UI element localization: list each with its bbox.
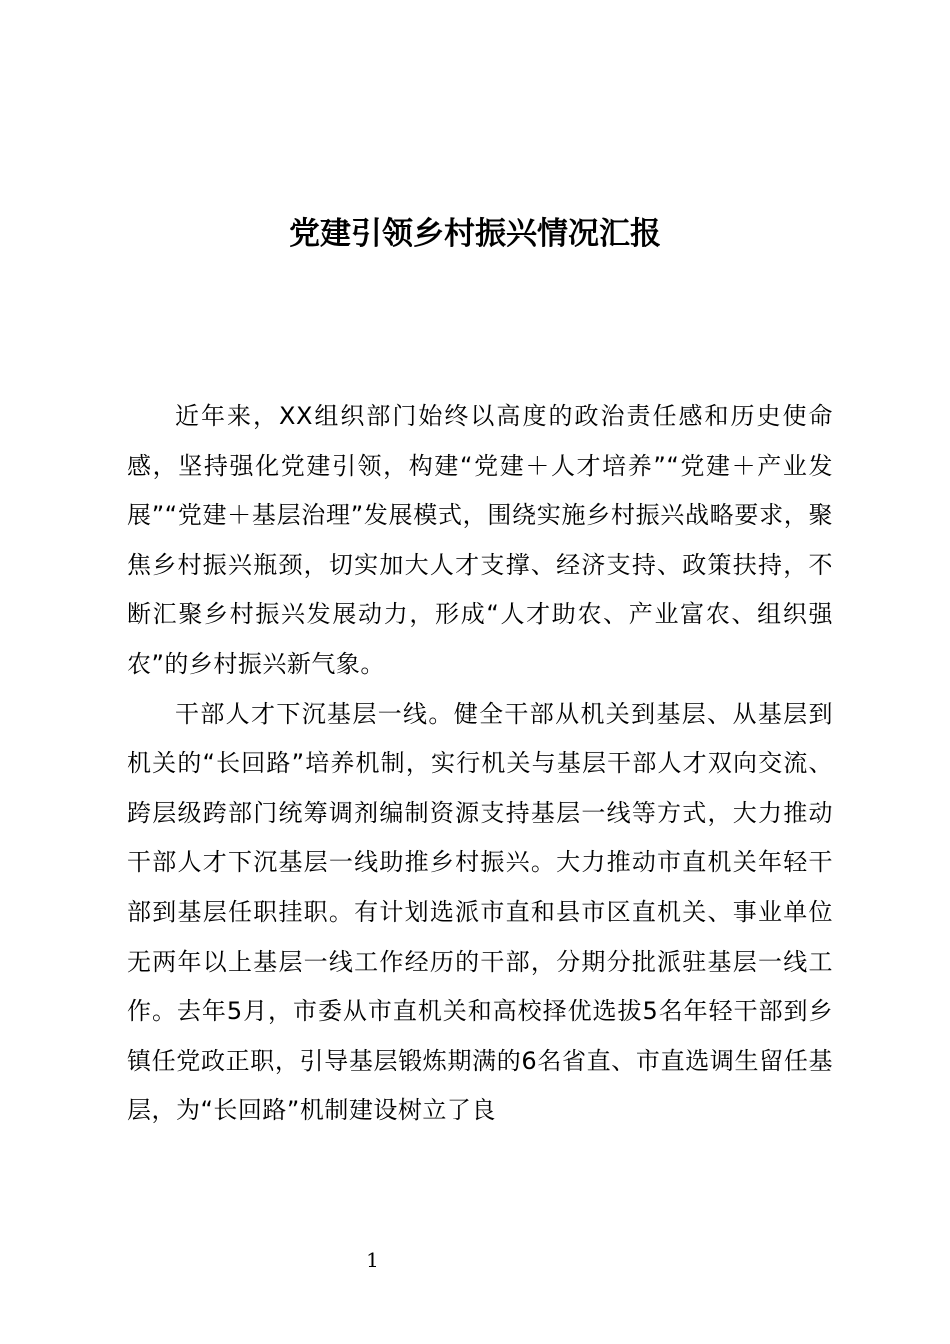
page-number: 1 xyxy=(366,1248,379,1272)
paragraph-cadre-talent: 干部人才下沉基层一线。健全干部从机关到基层、从基层到机关的“长回路”培养机制，实行机关与基层干部人才双向交流、跨层级跨部门统筹调剂编制资源支持基层一线等方式，大力推动干部人才下沉基层一线助推乡村振兴。大力推动市直机关年轻干部到基层任职挂职。有计划选派市直和县市区直机关、事业单位无两年以上基层一线工作经历的干部，分期分批派驻基层一线工作。去年5月，市委从市直机关和高校择优选拔5名年轻干部到乡镇任党政正职，引导基层锻炼期满的6名省直、市直选调生留任基层，为“长回路”机制建设树立了良 xyxy=(127,699,833,1125)
document-body xyxy=(127,392,833,1136)
paragraph-intro: 近年来，XX组织部门始终以高度的政治责任感和历史使命感，坚持强化党建引领，构建“党建＋人才培养”“党建＋产业发展”“党建＋基层治理”发展模式，围绕实施乡村振兴战略要求，聚焦乡村振兴瓶颈，切实加大人才支撑、经济支持、政策扶持，不断汇聚乡村振兴发展动力，形成“人才助农、产业富农、组织强农”的乡村振兴新气象。 xyxy=(127,402,833,678)
document-title: 党建引领乡村振兴情况汇报 xyxy=(289,216,661,252)
